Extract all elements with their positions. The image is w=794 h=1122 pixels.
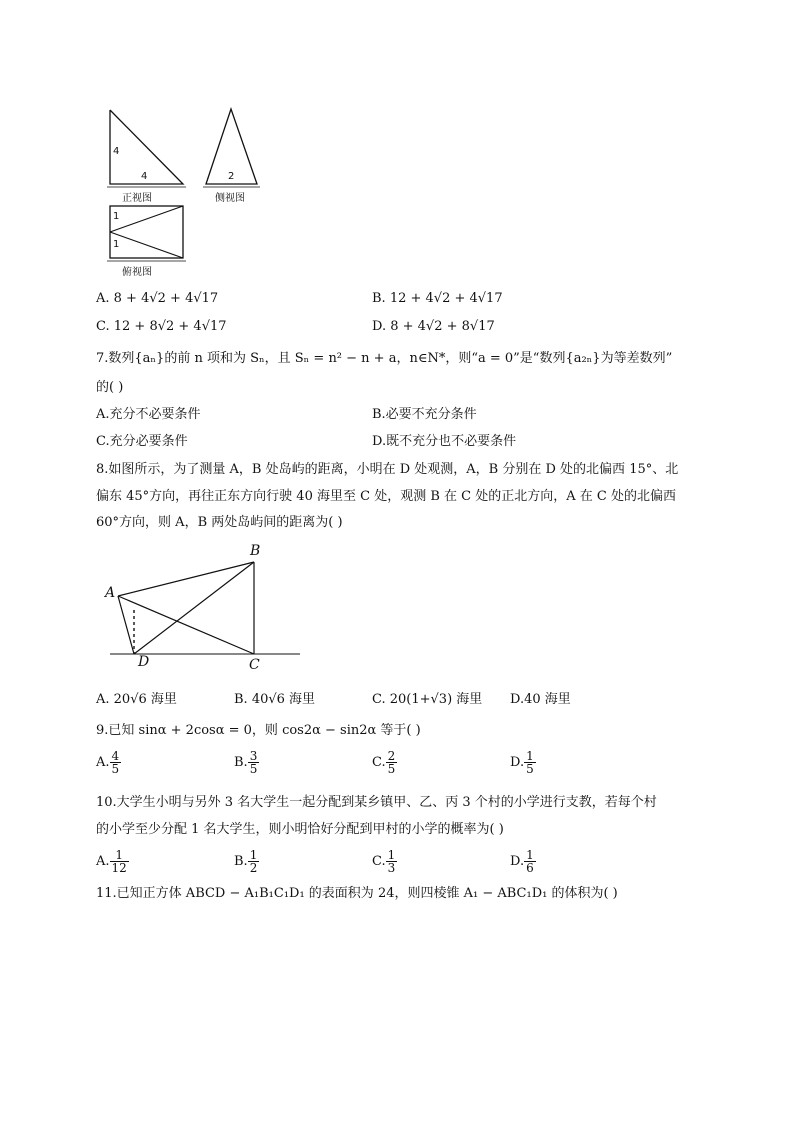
q8-point-a: A (105, 585, 116, 601)
q9-option-b[interactable]: B. $\frac{3}{5}$ (234, 749, 258, 776)
top-label-upper: 1 (113, 211, 120, 222)
q7-option-a[interactable]: A.充分不必要条件 (96, 407, 201, 422)
q10-stem-line2: 的小学至少分配 1 名大学生，则小明恰好分配到甲村的小学的概率为( ) (96, 822, 504, 837)
q10-option-b[interactable]: B. $\frac{1}{2}$ (234, 848, 258, 875)
top-view-caption: 俯视图 (122, 267, 152, 278)
q11-stem: 11.已知正方体 ABCD − A₁B₁C₁D₁ 的表面积为 24，则四棱锥 A₁ − ABC₁D₁ 的体积为( ) (96, 886, 618, 901)
q7-option-b[interactable]: B.必要不充分条件 (372, 407, 477, 422)
front-height-label: 4 (113, 146, 120, 157)
q8-stem-line3: 60°方向，则 A，B 两处岛屿间的距离为( ) (96, 515, 343, 530)
q9-option-d[interactable]: D. $\frac{1}{5}$ (510, 749, 534, 776)
q8-point-d: D (138, 654, 150, 670)
q6-option-d[interactable]: D. 8 + 4√2 + 8√17 (372, 319, 495, 334)
side-view-caption: 侧视图 (215, 193, 245, 204)
front-base-label: 4 (141, 171, 148, 182)
q6-option-b[interactable]: B. 12 + 4√2 + 4√17 (372, 291, 503, 306)
q8-point-b: B (250, 543, 261, 559)
q8-stem-line1: 8.如图所示，为了测量 A，B 处岛屿的距离，小明在 D 处观测，A，B 分别在 D 处的北偏西 15°、北 (96, 462, 679, 477)
q6-option-c[interactable]: C. 12 + 8√2 + 4√17 (96, 319, 227, 334)
q9-stem: 9.已知 sinα + 2cosα = 0，则 cos2α − sin2α 等于( ) (96, 723, 421, 738)
q8-option-d[interactable]: D.40 海里 (510, 692, 571, 707)
q10-stem-line1: 10.大学生小明与另外 3 名大学生一起分配到某乡镇甲、乙、丙 3 个村的小学进行支教，若每个村 (96, 795, 657, 810)
q7-stem-line2: 的( ) (96, 380, 124, 395)
q8-option-b[interactable]: B. 40√6 海里 (234, 692, 316, 707)
side-base-label: 2 (228, 171, 235, 182)
q9-option-c[interactable]: C. $\frac{2}{5}$ (372, 749, 396, 776)
q8-option-a[interactable]: A. 20√6 海里 (96, 692, 177, 707)
q7-stem-line1: 7.数列{aₙ}的前 n 项和为 Sₙ，且 Sₙ = n² − n + a，n∈N*，则“a = 0”是“数列{a₂ₙ}为等差数列” (96, 351, 673, 366)
q9-option-a[interactable]: A. $\frac{4}{5}$ (96, 749, 120, 776)
top-label-lower: 1 (113, 239, 120, 250)
q10-option-d[interactable]: D. $\frac{1}{6}$ (510, 848, 534, 875)
q10-option-a[interactable]: A. $\frac{1}{12}$ (96, 848, 127, 875)
q8-stem-line2: 偏东 45°方向，再往正东方向行驶 40 海里至 C 处，观测 B 在 C 处的正北方向，A 在 C 处的北偏西 (96, 489, 676, 504)
q10-option-c[interactable]: C. $\frac{1}{3}$ (372, 848, 396, 875)
q7-option-d[interactable]: D.既不充分也不必要条件 (372, 434, 517, 449)
front-view-caption: 正视图 (122, 193, 152, 204)
q6-option-a[interactable]: A. 8 + 4√2 + 4√17 (96, 291, 219, 306)
q7-option-c[interactable]: C.充分必要条件 (96, 434, 188, 449)
q8-option-c[interactable]: C. 20(1+√3) 海里 (372, 692, 483, 707)
q8-point-c: C (249, 657, 260, 673)
